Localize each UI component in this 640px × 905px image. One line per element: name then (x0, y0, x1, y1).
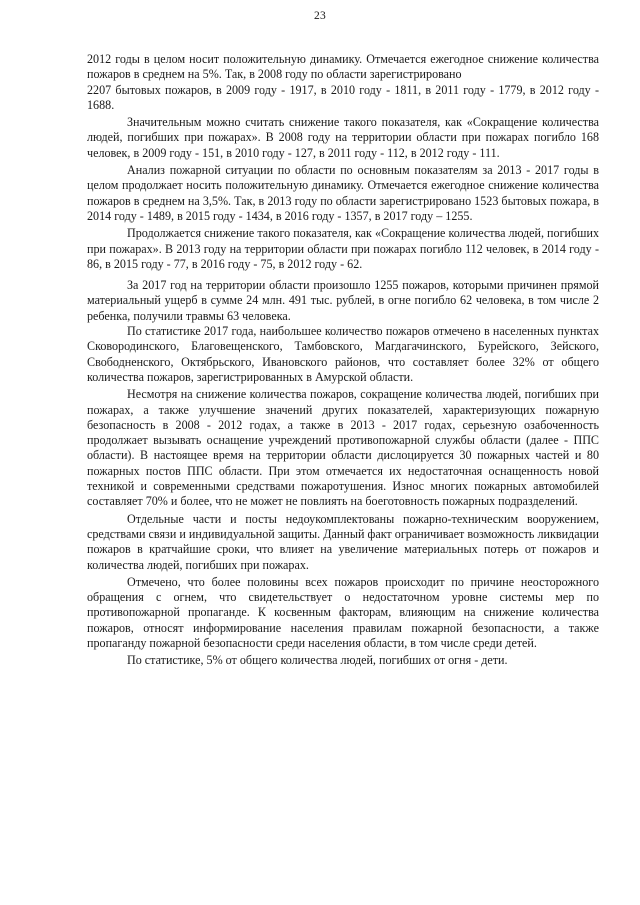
paragraph-9: Отдельные части и посты недоукомплектованы пожарно-техническим вооружением, средствами связи и индивидуальной защиты. Данный факт ограничивает возможность ликвидации пожаров в кратчайшие сроки, что влияет на увеличение материальных потерь от пожаров и количества людей, погибших при пожарах. (87, 511, 599, 572)
paragraph-1: 2012 годы в целом носит положительную динамику. Отмечается ежегодное снижение количества пожаров в среднем на 5%. Так, в 2008 году по области зарегистрировано (87, 52, 599, 82)
page-body (87, 52, 599, 669)
paragraph-3: Значительным можно считать снижение такого показателя, как «Сокращение количества людей, погибших при пожарах». В 2008 году на территории области при пожарах погибло 168 человек, в 2009 году - 151, в 2010 году - 127, в 2011 году - 112, в 2012 году - 111. (87, 115, 599, 160)
paragraph-6: За 2017 год на территории области произошло 1255 пожаров, которыми причинен прямой материальный ущерб в сумме 24 млн. 491 тыс. рублей, в огне погибло 62 человека, в том числе 2 ребенка, получили травмы 63 человека. (87, 278, 599, 323)
paragraph-2: 2207 бытовых пожаров, в 2009 году - 1917, в 2010 году - 1811, в 2011 году - 1779, в 2012 году - 1688. (87, 82, 599, 112)
paragraph-7: По статистике 2017 года, наибольшее количество пожаров отмечено в населенных пунктах Сковородинского, Благовещенского, Тамбовского, Магдагачинского, Бурейского, Зейского, Свободненского, Октябрьского, Ивановского районов, что составляет более 32% от общего количества пожаров, зарегистрированных в Амурской области. (87, 324, 599, 384)
paragraph-5: Продолжается снижение такого показателя, как «Сокращение количества людей, погибших при пожарах». В 2013 году на территории области при пожарах погибло 112 человек, в 2014 году - 86, в 2015 году - 77, в 2016 году - 75, в 2012 году - 62. (87, 226, 599, 271)
paragraph-10: Отмечено, что более половины всех пожаров происходит по причине неосторожного обращения с огнем, что свидетельствует о недостаточном уровне системы мер по противопожарной пропаганде. К косвенным факторам, влияющим на снижение количества пожаров, относят информирование населения правилам пожарной безопасности, а также пропаганду пожарной безопасности среди населения области, в том числе среди детей. (87, 574, 599, 650)
paragraph-11: По статистике, 5% от общего количества людей, погибших от огня - дети. (127, 653, 508, 668)
page-number: 23 (314, 10, 326, 22)
paragraph-8: Несмотря на снижение количества пожаров, сокращение количества людей, погибших при пожарах, а также улучшение значений других показателей, характеризующих пожарную безопасность в 2008 - 2012 годах, а также в 2013 - 2017 годах, серьезную озабоченность продолжает вызывать оснащение учреждений противопожарной службы области (далее - ППС области). В настоящее время на территории области дислоцируется 30 пожарных частей и 80 пожарных постов ППС области. При этом отмечается их недостаточная оснащенность новой техникой и современными средствами пожаротушения. Износ многих пожарных автомобилей составляет 70% и более, что не может не повлиять на боеготовность пожарных подразделений. (87, 387, 599, 509)
paragraph-4: Анализ пожарной ситуации по области по основным показателям за 2013 - 2017 годы в целом продолжает носить положительную динамику. Отмечается ежегодное снижение количества пожаров в среднем на 3,5%. Так, в 2013 году по области зарегистрировано 1523 бытовых пожара, в 2014 году - 1489, в 2015 году - 1434, в 2016 году - 1357, в 2017 году – 1255. (87, 163, 599, 223)
